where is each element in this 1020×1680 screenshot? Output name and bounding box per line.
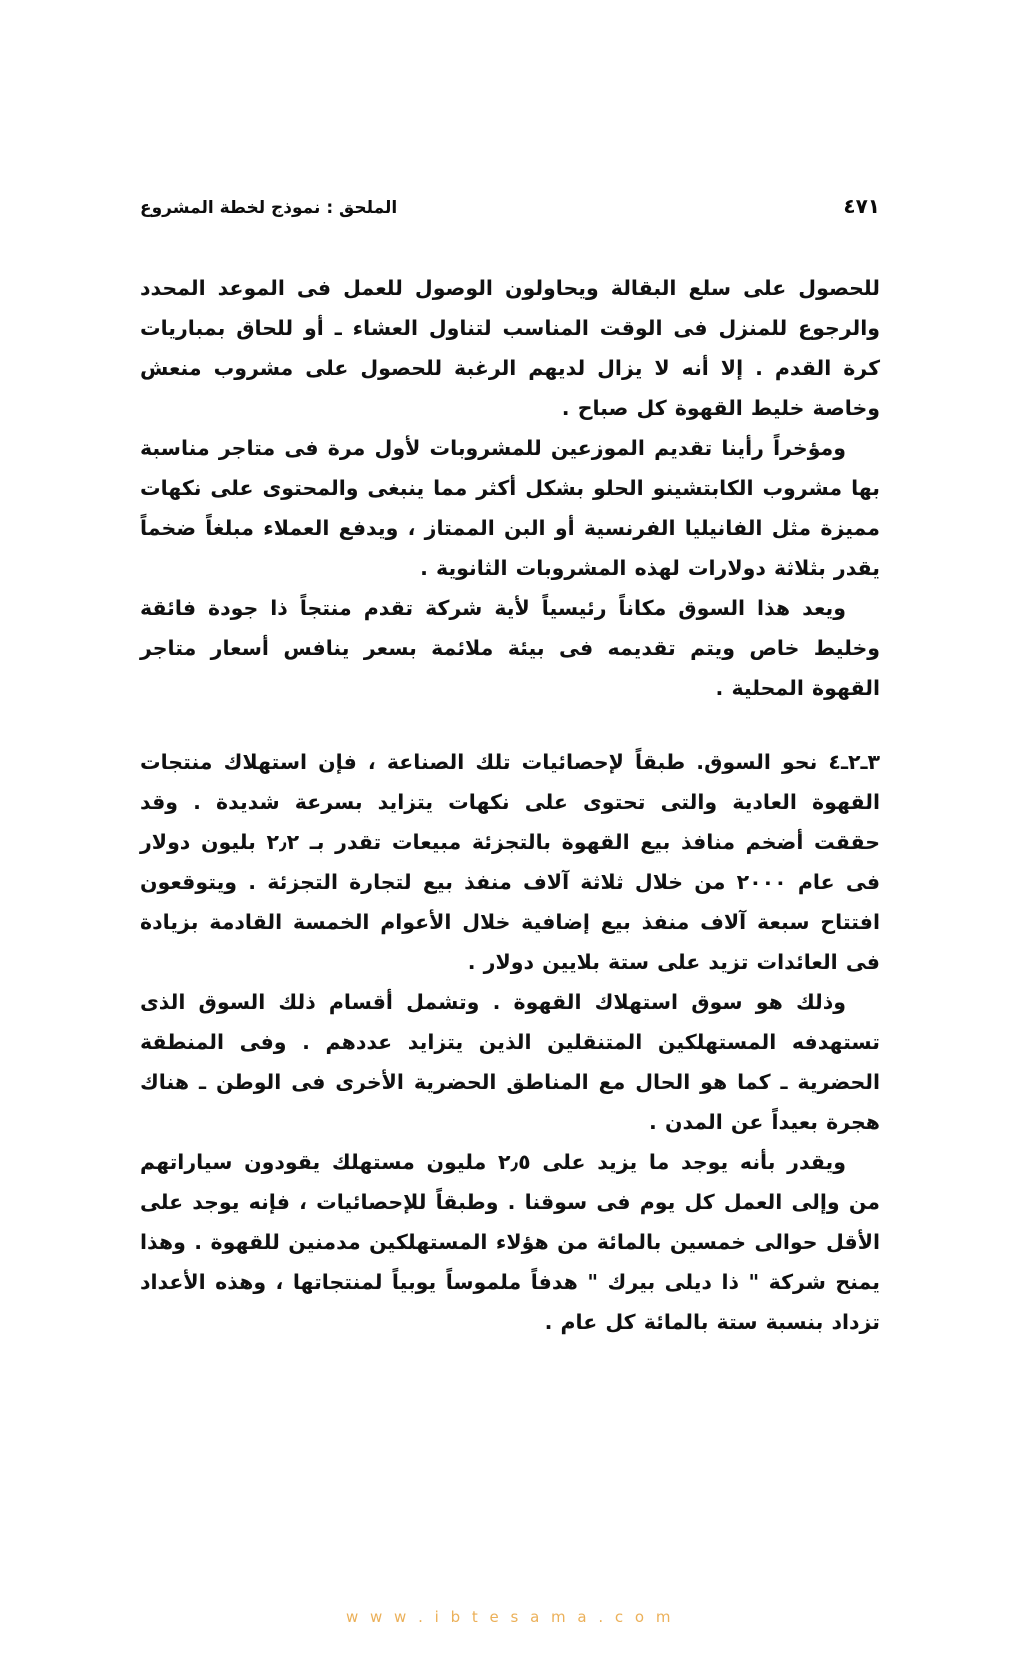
body-text-column	[140, 268, 880, 1342]
section-number: ٣ـ٢ـ٤	[828, 750, 880, 774]
section-title: نحو السوق	[704, 750, 818, 774]
running-header-title: الملحق : نموذج لخطة المشروع	[140, 198, 398, 218]
paragraph-6: ويقدر بأنه يوجد ما يزيد على ٢٫٥ مليون مستهلك يقودون سياراتهم من وإلى العمل كل يوم فى سوقنا . وطبقاً للإحصائيات ، فإنه يوجد على الأقل حوالى خمسين بالمائة من هؤلاء المستهلكين مدمنين للقهوة . وهذا يمنح شركة " ذا ديلى بيرك " هدفاً ملموساً يوبياً لمنتجاتها ، وهذه الأعداد تزداد بنسبة ستة بالمائة كل عام .	[140, 1150, 880, 1334]
site-watermark: w w w . i b t e s a m a . c o m	[345, 1608, 674, 1626]
running-header	[140, 194, 880, 222]
paragraph-3: ويعد هذا السوق مكاناً رئيسياً لأية شركة تقدم منتجاً ذا جودة فائقة وخليط خاص ويتم تقديمه فى بيئة ملائمة بسعر ينافس أسعار متاجر القهوة المحلية .	[140, 596, 880, 700]
section-body-text: . طبقاً لإحصائيات تلك الصناعة ، فإن استهلاك منتجات القهوة العادية والتى تحتوى على نكهات يتزايد بسرعة شديدة . وقد حققت أضخم منافذ بيع القهوة بالتجزئة مبيعات تقدر بـ ٢٫٢ بليون دولار فى عام ٢٠٠٠ من خلال ثلاثة آلاف منفذ بيع لتجارة التجزئة . ويتوقعون افتتاح سبعة آلاف منفذ بيع إضافية خلال الأعوام الخمسة القادمة بزيادة فى العائدات تزيد على ستة بلايين دولار .	[140, 750, 881, 974]
paragraph-1: للحصول على سلع البقالة ويحاولون الوصول للعمل فى الموعد المحدد والرجوع للمنزل فى الوقت المناسب لتناول العشاء ـ أو للحاق بمباريات كرة القدم . إلا أنه لا يزال لديهم الرغبة للحصول على مشروب منعش وخاصة خليط القهوة كل صباح .	[140, 276, 880, 420]
page-number: ٤٧١	[843, 194, 880, 218]
paragraph-2: ومؤخراً رأينا تقديم الموزعين للمشروبات لأول مرة فى متاجر مناسبة بها مشروب الكابتشينو الحلو بشكل أكثر مما ينبغى والمحتوى على نكهات مميزة مثل الفانيليا الفرنسية أو البن الممتاز ، ويدفع العملاء مبلغاً ضخماً يقدر بثلاثة دولارات لهذه المشروبات الثانوية .	[140, 436, 880, 580]
paragraph-5: وذلك هو سوق استهلاك القهوة . وتشمل أقسام ذلك السوق الذى تستهدفه المستهلكين المتنقلين الذين يتزايد عددهم . وفى المنطقة الحضرية ـ كما هو الحال مع المناطق الحضرية الأخرى فى الوطن ـ هناك هجرة بعيداً عن المدن .	[140, 990, 880, 1134]
section-spacer	[140, 708, 880, 742]
section-paragraph	[140, 742, 880, 982]
